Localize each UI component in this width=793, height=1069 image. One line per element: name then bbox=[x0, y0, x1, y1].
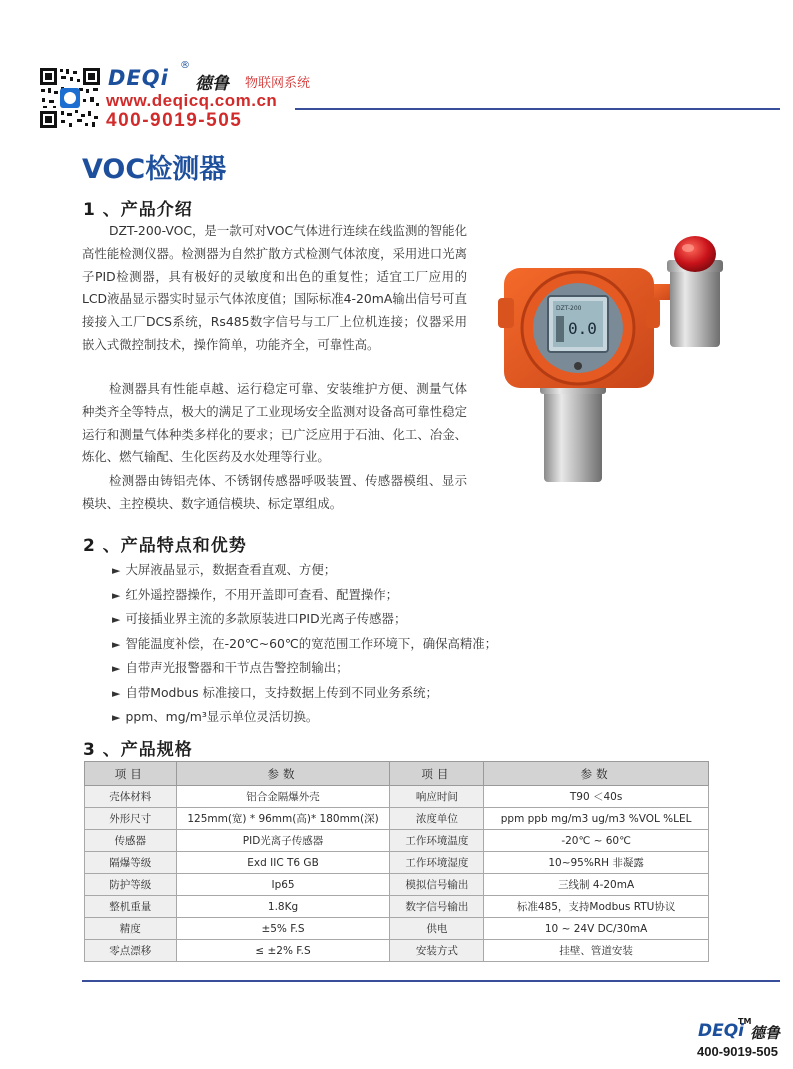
website-url[interactable]: www.deqicq.com.cn bbox=[106, 91, 278, 110]
column-header: 项目 bbox=[390, 762, 484, 786]
triangle-bullet-icon: ► bbox=[112, 686, 121, 700]
table-cell: 铝合金隔爆外壳 bbox=[176, 786, 390, 808]
table-cell: -20℃ ~ 60℃ bbox=[484, 830, 709, 852]
table-cell: 标准485，支持Modbus RTU协议 bbox=[484, 896, 709, 918]
feature-list bbox=[112, 558, 497, 730]
table-header-row bbox=[85, 762, 709, 786]
column-header: 参数 bbox=[176, 762, 390, 786]
table-cell: 挂壁、管道安装 bbox=[484, 940, 709, 962]
table-row bbox=[85, 918, 709, 940]
triangle-bullet-icon: ► bbox=[112, 662, 121, 675]
table-cell: 浓度单位 bbox=[390, 808, 484, 830]
table-cell: 防护等级 bbox=[85, 874, 177, 896]
qr-code bbox=[39, 67, 101, 129]
table-cell: 三线制 4-20mA bbox=[484, 874, 709, 896]
intro-paragraph-3: 检测器由铸铝壳体、不锈钢传感器呼吸装置、传感器模组、显示模块、主控模块、数字通信模块、标定罩组成。 bbox=[82, 473, 467, 511]
table-cell: 数字信号输出 bbox=[390, 896, 484, 918]
list-item: ► ppm、mg/m³显示单位灵活切换。 bbox=[112, 709, 319, 724]
hotline-number: 400-9019-505 bbox=[106, 110, 243, 131]
lcd-model-text: DZT-200 bbox=[556, 305, 582, 312]
footer-divider bbox=[82, 980, 780, 982]
table-cell: 壳体材料 bbox=[85, 786, 177, 808]
table-cell: T90 ＜40s bbox=[484, 786, 709, 808]
section-heading-specs: 3 、产品规格 bbox=[83, 740, 193, 760]
lcd-reading-text: 0.0 bbox=[568, 319, 597, 338]
page-title: VOC检测器 bbox=[82, 154, 227, 185]
footer-hotline: 400-9019-505 bbox=[697, 1044, 778, 1059]
gas-detector-image bbox=[490, 232, 730, 494]
table-cell: PID光离子传感器 bbox=[176, 830, 390, 852]
triangle-bullet-icon: ► bbox=[112, 637, 121, 651]
column-header: 参数 bbox=[484, 762, 709, 786]
section-heading-features: 2 、产品特点和优势 bbox=[83, 536, 247, 556]
table-cell: 传感器 bbox=[85, 830, 177, 852]
table-cell: 安装方式 bbox=[390, 940, 484, 962]
brand-name-cn: 德鲁 bbox=[195, 74, 229, 94]
table-cell: 工作环境温度 bbox=[390, 830, 484, 852]
triangle-bullet-icon: ► bbox=[112, 711, 121, 724]
table-cell: 模拟信号输出 bbox=[390, 874, 484, 896]
intro-paragraph-2: 检测器具有性能卓越、运行稳定可靠、安装维护方便、测量气体种类齐全等特点，极大的满足了工业现场安全监测对设备高可靠性稳定运行和测量气体种类多样化的要求；已广泛应用于石油、化工、冶金、炼化、燃气输配、生化医药及水处理等行业。 bbox=[82, 381, 467, 465]
table-cell: ppm ppb mg/m3 ug/m3 %VOL %LEL bbox=[484, 808, 709, 830]
table-cell: 精度 bbox=[85, 918, 177, 940]
intro-paragraph-1: DZT-200-VOC，是一款可对VOC气体进行连续在线监测的智能化高性能检测仪器。检测器为自然扩散方式检测气体浓度，采用进口光离子PID检测器，具有极好的灵敏度和出色的重复性；适宜工厂应用的LCD液晶显示器实时显示气体浓度值；国际标准4-20mA输出信号可直接接入工厂DCS系统，Rs485数字信号与工厂上位机连接；仪器采用嵌入式微控制技术，操作简单，功能齐全，可靠性高。 bbox=[82, 223, 467, 352]
table-cell: 供电 bbox=[390, 918, 484, 940]
list-item: ► 智能温度补偿，在-20℃~60℃的宽范围工作环境下，确保高精准； bbox=[112, 635, 498, 651]
table-row bbox=[85, 852, 709, 874]
table-cell: 125mm(宽) * 96mm(高)* 180mm(深) bbox=[176, 808, 390, 830]
spec-table bbox=[84, 761, 709, 962]
list-item: ► 自带Modbus 标准接口，支持数据上传到不同业务系统； bbox=[112, 684, 438, 700]
table-cell: Ip65 bbox=[176, 874, 390, 896]
table-row bbox=[85, 874, 709, 896]
table-cell: 10~95%RH 非凝露 bbox=[484, 852, 709, 874]
table-cell: 整机重量 bbox=[85, 896, 177, 918]
table-cell: 外形尺寸 bbox=[85, 808, 177, 830]
table-cell: 工作环境湿度 bbox=[390, 852, 484, 874]
brand-logo: DEQi bbox=[108, 66, 169, 90]
triangle-bullet-icon: ► bbox=[112, 613, 121, 626]
table-cell: Exd IIC T6 GB bbox=[176, 852, 390, 874]
registered-mark: ® bbox=[180, 60, 190, 71]
footer-brand-name-cn: 德鲁 bbox=[750, 1024, 781, 1042]
table-cell: 1.8Kg bbox=[176, 896, 390, 918]
column-header: 项目 bbox=[85, 762, 177, 786]
table-cell: 10 ~ 24V DC/30mA bbox=[484, 918, 709, 940]
table-cell: ±5% F.S bbox=[176, 918, 390, 940]
table-row bbox=[85, 786, 709, 808]
footer-brand-logo: DEQi bbox=[698, 1021, 745, 1041]
table-cell: 响应时间 bbox=[390, 786, 484, 808]
table-cell: 零点漂移 bbox=[85, 940, 177, 962]
table-row bbox=[85, 808, 709, 830]
triangle-bullet-icon: ► bbox=[112, 564, 121, 577]
table-row bbox=[85, 940, 709, 962]
list-item: ► 大屏液晶显示，数据查看直观、方便； bbox=[112, 562, 337, 577]
table-cell: ≤ ±2% F.S bbox=[176, 940, 390, 962]
section-heading-intro: 1 、产品介绍 bbox=[83, 200, 193, 220]
header-divider bbox=[295, 108, 780, 110]
trademark-mark: TM bbox=[738, 1017, 752, 1026]
list-item: ► 可接插业界主流的多款原装进口PID光离子传感器； bbox=[112, 611, 407, 626]
table-row bbox=[85, 896, 709, 918]
triangle-bullet-icon: ► bbox=[112, 588, 121, 602]
list-item: ► 自带声光报警器和干节点告警控制输出； bbox=[112, 660, 349, 675]
list-item: ► 红外遥控器操作，不用开盖即可查看、配置操作； bbox=[112, 586, 399, 602]
table-row bbox=[85, 830, 709, 852]
brand-tagline: 物联网系统 bbox=[245, 76, 311, 91]
table-cell: 隔爆等级 bbox=[85, 852, 177, 874]
